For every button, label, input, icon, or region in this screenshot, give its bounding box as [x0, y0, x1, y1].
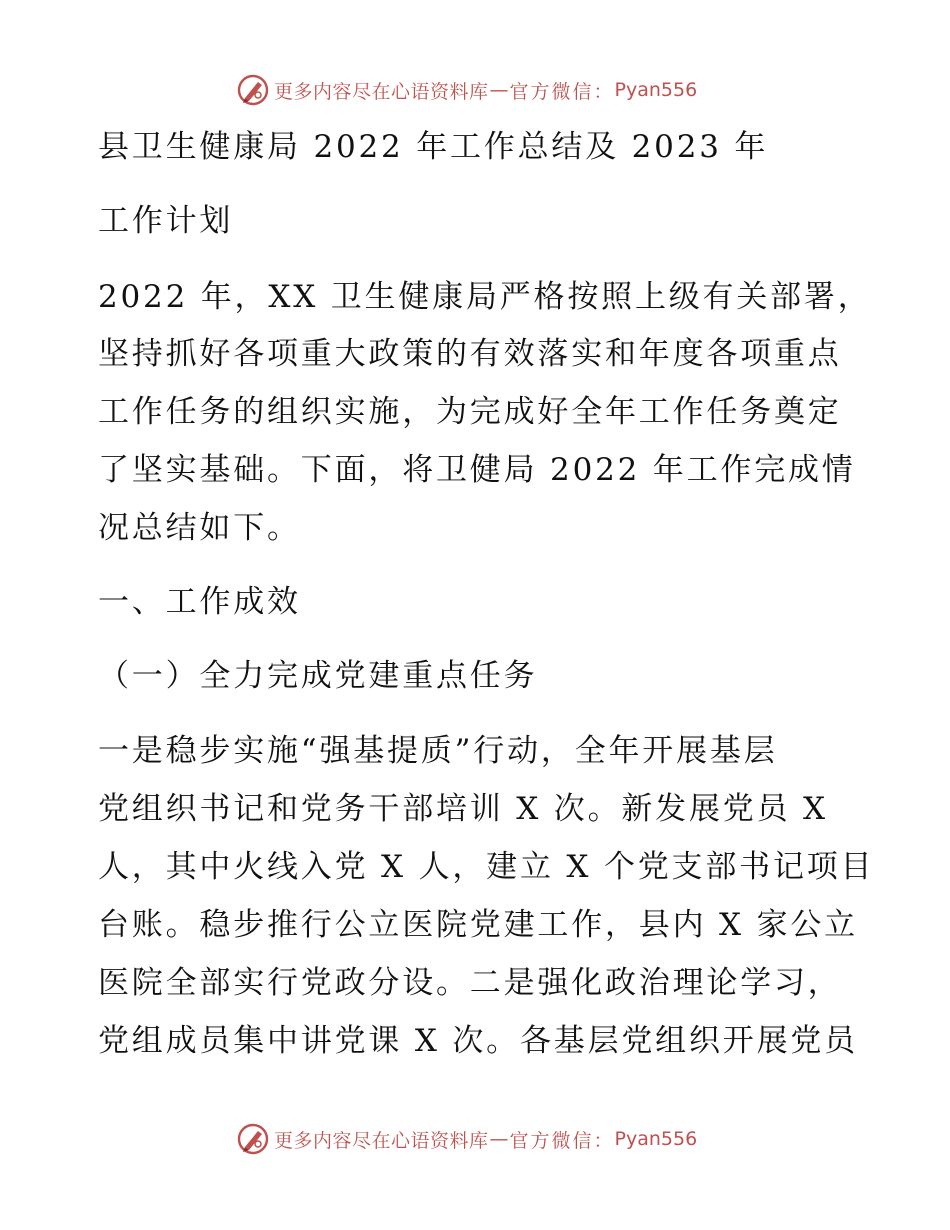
intro-line: 坚持抓好各项重大政策的有效落实和年度各项重点	[98, 336, 842, 372]
footer-watermark	[236, 1122, 697, 1156]
intro-line: 工作任务的组织实施，为完成好全年工作任务奠定	[98, 394, 842, 430]
watermark-wechat-id: Pyan556	[614, 79, 698, 101]
intro-line: 了坚实基础。下面，将卫健局 2022 年工作完成情	[98, 452, 856, 488]
watermark-official: 官方微信：	[509, 1129, 615, 1152]
watermark-wechat-id: Pyan556	[614, 1128, 698, 1150]
paragraph-line: 医院全部实行党政分设。二是强化政治理论学习，	[98, 965, 842, 1001]
pen-logo-icon	[236, 73, 270, 107]
section-heading: 一、工作成效	[98, 584, 301, 620]
watermark-separator: —	[489, 79, 509, 101]
pen-logo-icon	[236, 1122, 270, 1156]
paragraph-line: 党组织书记和党务干部培训 X 次。新发展党员 X	[98, 791, 828, 827]
paragraph-line: 党组成员集中讲党课 X 次。各基层党组织开展党员	[98, 1023, 858, 1059]
watermark-text: 更多内容尽在心语资料库	[274, 80, 489, 103]
paragraph-line: 一是稳步实施“强基提质”行动，全年开展基层	[98, 733, 778, 769]
document-title-continued: 工作计划	[98, 203, 234, 239]
header-watermark	[236, 73, 697, 107]
watermark-official: 官方微信：	[509, 80, 615, 103]
paragraph-line: 人，其中火线入党 X 人，建立 X 个党支部书记项目	[98, 849, 875, 885]
paragraph-line: 台账。稳步推行公立医院党建工作，县内 X 家公立	[98, 907, 858, 943]
intro-line: 况总结如下。	[98, 510, 301, 546]
intro-line: 2022 年，XX 卫生健康局严格按照上级有关部署，	[98, 279, 872, 315]
subsection-heading: （一）全力完成党建重点任务	[98, 658, 538, 694]
document-title: 县卫生健康局 2022 年工作总结及 2023 年	[98, 129, 769, 165]
watermark-separator: —	[489, 1128, 509, 1150]
watermark-text: 更多内容尽在心语资料库	[274, 1129, 489, 1152]
